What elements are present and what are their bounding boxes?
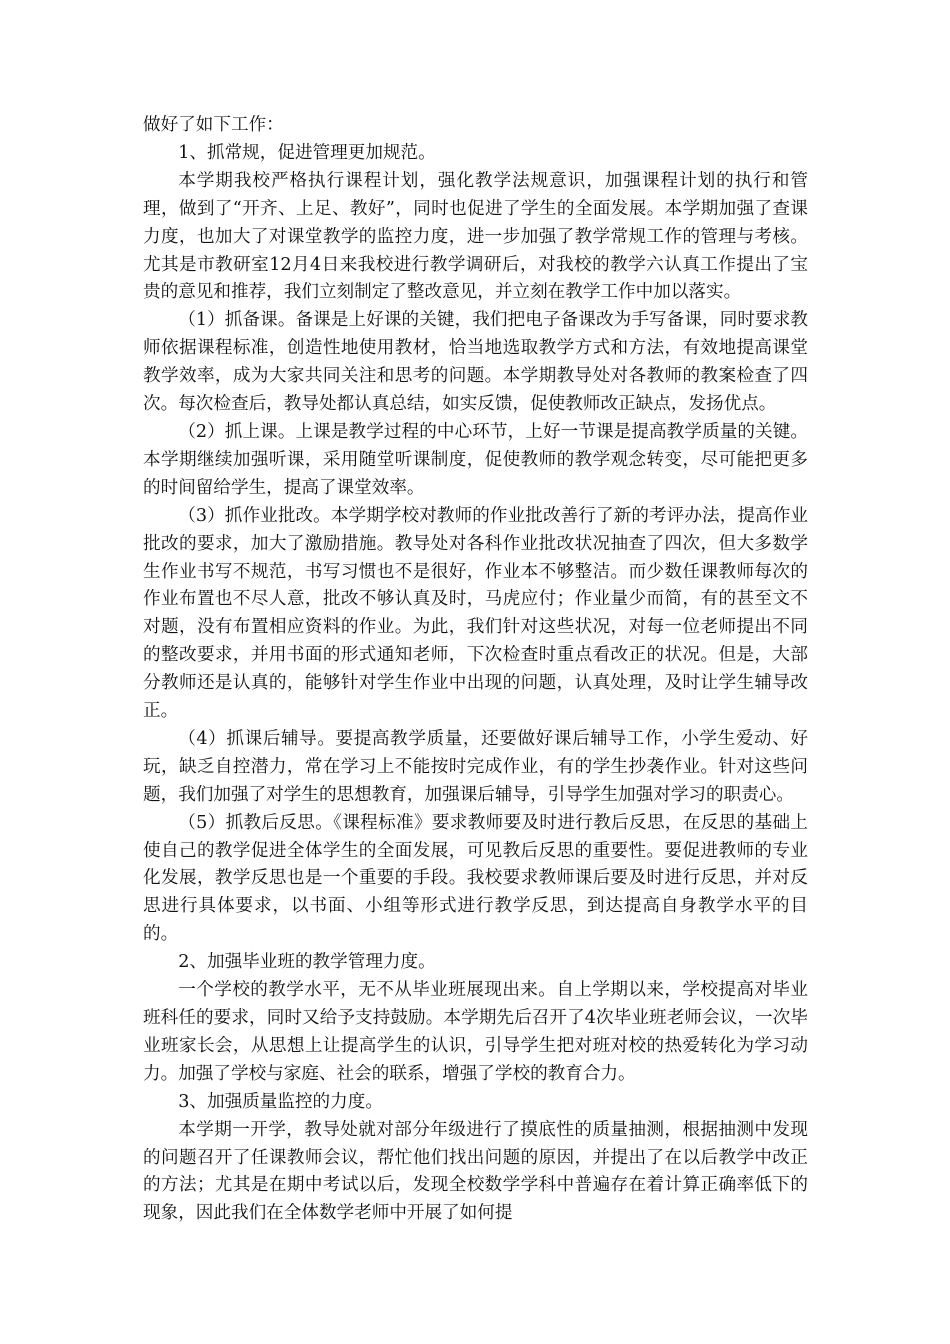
paragraph-graduating-class: 一个学校的教学水平，无不从毕业班展现出来。自上学期以来，学校提高对毕业班科任的要求，同时又给予支持鼓励。本学期先后召开了4次毕业班老师会议，一次毕业班家长会，从思想上让提高学生的认识，引导学生把对班对校的热爱转化为学习动力。加强了学校与家庭、社会的联系，增强了学校的教育合力。 (143, 980, 808, 1084)
heading-section-1: 1、抓常规，促进管理更加规范。 (178, 142, 436, 163)
paragraph-homework: （3）抓作业批改。本学期学校对教师的作业批改善行了新的考评办法，提高作业批改的要求，加大了激励措施。教导处对各科作业批改状况抽查了四次，但大多数学生作业书写不规范，书写习惯也不是很好，作业本不够整洁。而少数任课教师每次的作业布置也不尽人意，批改不够认真及时，马虎应付；作业量少而简，有的甚至文不对题，没有布置相应资料的作业。为此，我们针对这些状况，对每一位老师提出不同的整改要求，并用书面的形式通知老师，下次检查时重点看改正的状况。但是，大部分教师还是认真的，能够针对学生作业中出现的问题，认真处理，及时让学生辅导改正。 (143, 505, 808, 722)
paragraph-lesson-prep: （1）抓备课。备课是上好课的关键，我们把电子备课改为手写备课，同时要求教师依据课程标准，创造性地使用教材，恰当地选取教学方式和方法，有效地提高课堂教学效率，成为大家共同关注和思考的问题。本学期教导处对各教师的教案检查了四次。每次检查后，教导处都认真总结，如实反馈，促使教师改正缺点，发扬优点。 (143, 310, 808, 415)
document-body (143, 112, 808, 1228)
paragraph-routine: 本学期我校严格执行课程计划，强化教学法规意识，加强课程计划的执行和管理，做到了“开齐、上足、教好”，同时也促进了学生的全面发展。本学期加强了查课力度，也加大了对课堂教学的监控力度，进一步加强了教学常规工作的管理与考核。尤其是市教研室12月4日来我校进行教学调研后，对我校的教学六认真工作提出了宝贵的意见和推荐，我们立刻制定了整改意见，并立刻在教学工作中加以落实。 (143, 170, 808, 303)
heading-section-3: 3、加强质量监控的力度。 (178, 1091, 383, 1112)
paragraph-reflection: （5）抓教后反思。《课程标准》要求教师要及时进行教后反思，在反思的基础上使自己的教学促进全体学生的全面发展，可见教后反思的重要性。要促进教师的专业化发展，教学反思也是一个重要的手段。我校要求教师课后要及时进行反思，并对反思进行具体要求，以书面、小组等形式进行教学反思，到达提高自身教学水平的目的。 (143, 812, 808, 945)
paragraph-quality-monitoring: 本学期一开学，教导处就对部分年级进行了摸底性的质量抽测，根据抽测中发现的问题召开了任课教师会议，帮忙他们找出问题的原因，并提出了在以后教学中改正的方法；尤其是在期中考试以后，发现全校数学学科中普遍存在着计算正确率低下的现象，因此我们在全体数学老师中开展了如何提 (143, 1119, 808, 1224)
paragraph-teaching: （2）抓上课。上课是教学过程的中心环节，上好一节课是提高教学质量的关键。本学期继续加强听课，采用随堂听课制度，促使教师的教学观念转变，尽可能把更多的时间留给学生，提高了课堂效率。 (143, 421, 808, 498)
paragraph-tutoring: （4）抓课后辅导。要提高教学质量，还要做好课后辅导工作，小学生爱动、好玩，缺乏自控潜力，常在学习上不能按时完成作业，有的学生抄袭作业。针对这些问题，我们加强了对学生的思想教育，加强课后辅导，引导学生加强对学习的职责心。 (143, 728, 808, 805)
paragraph-intro: 做好了如下工作： (143, 115, 284, 135)
heading-section-2: 2、加强毕业班的教学管理力度。 (178, 952, 436, 973)
